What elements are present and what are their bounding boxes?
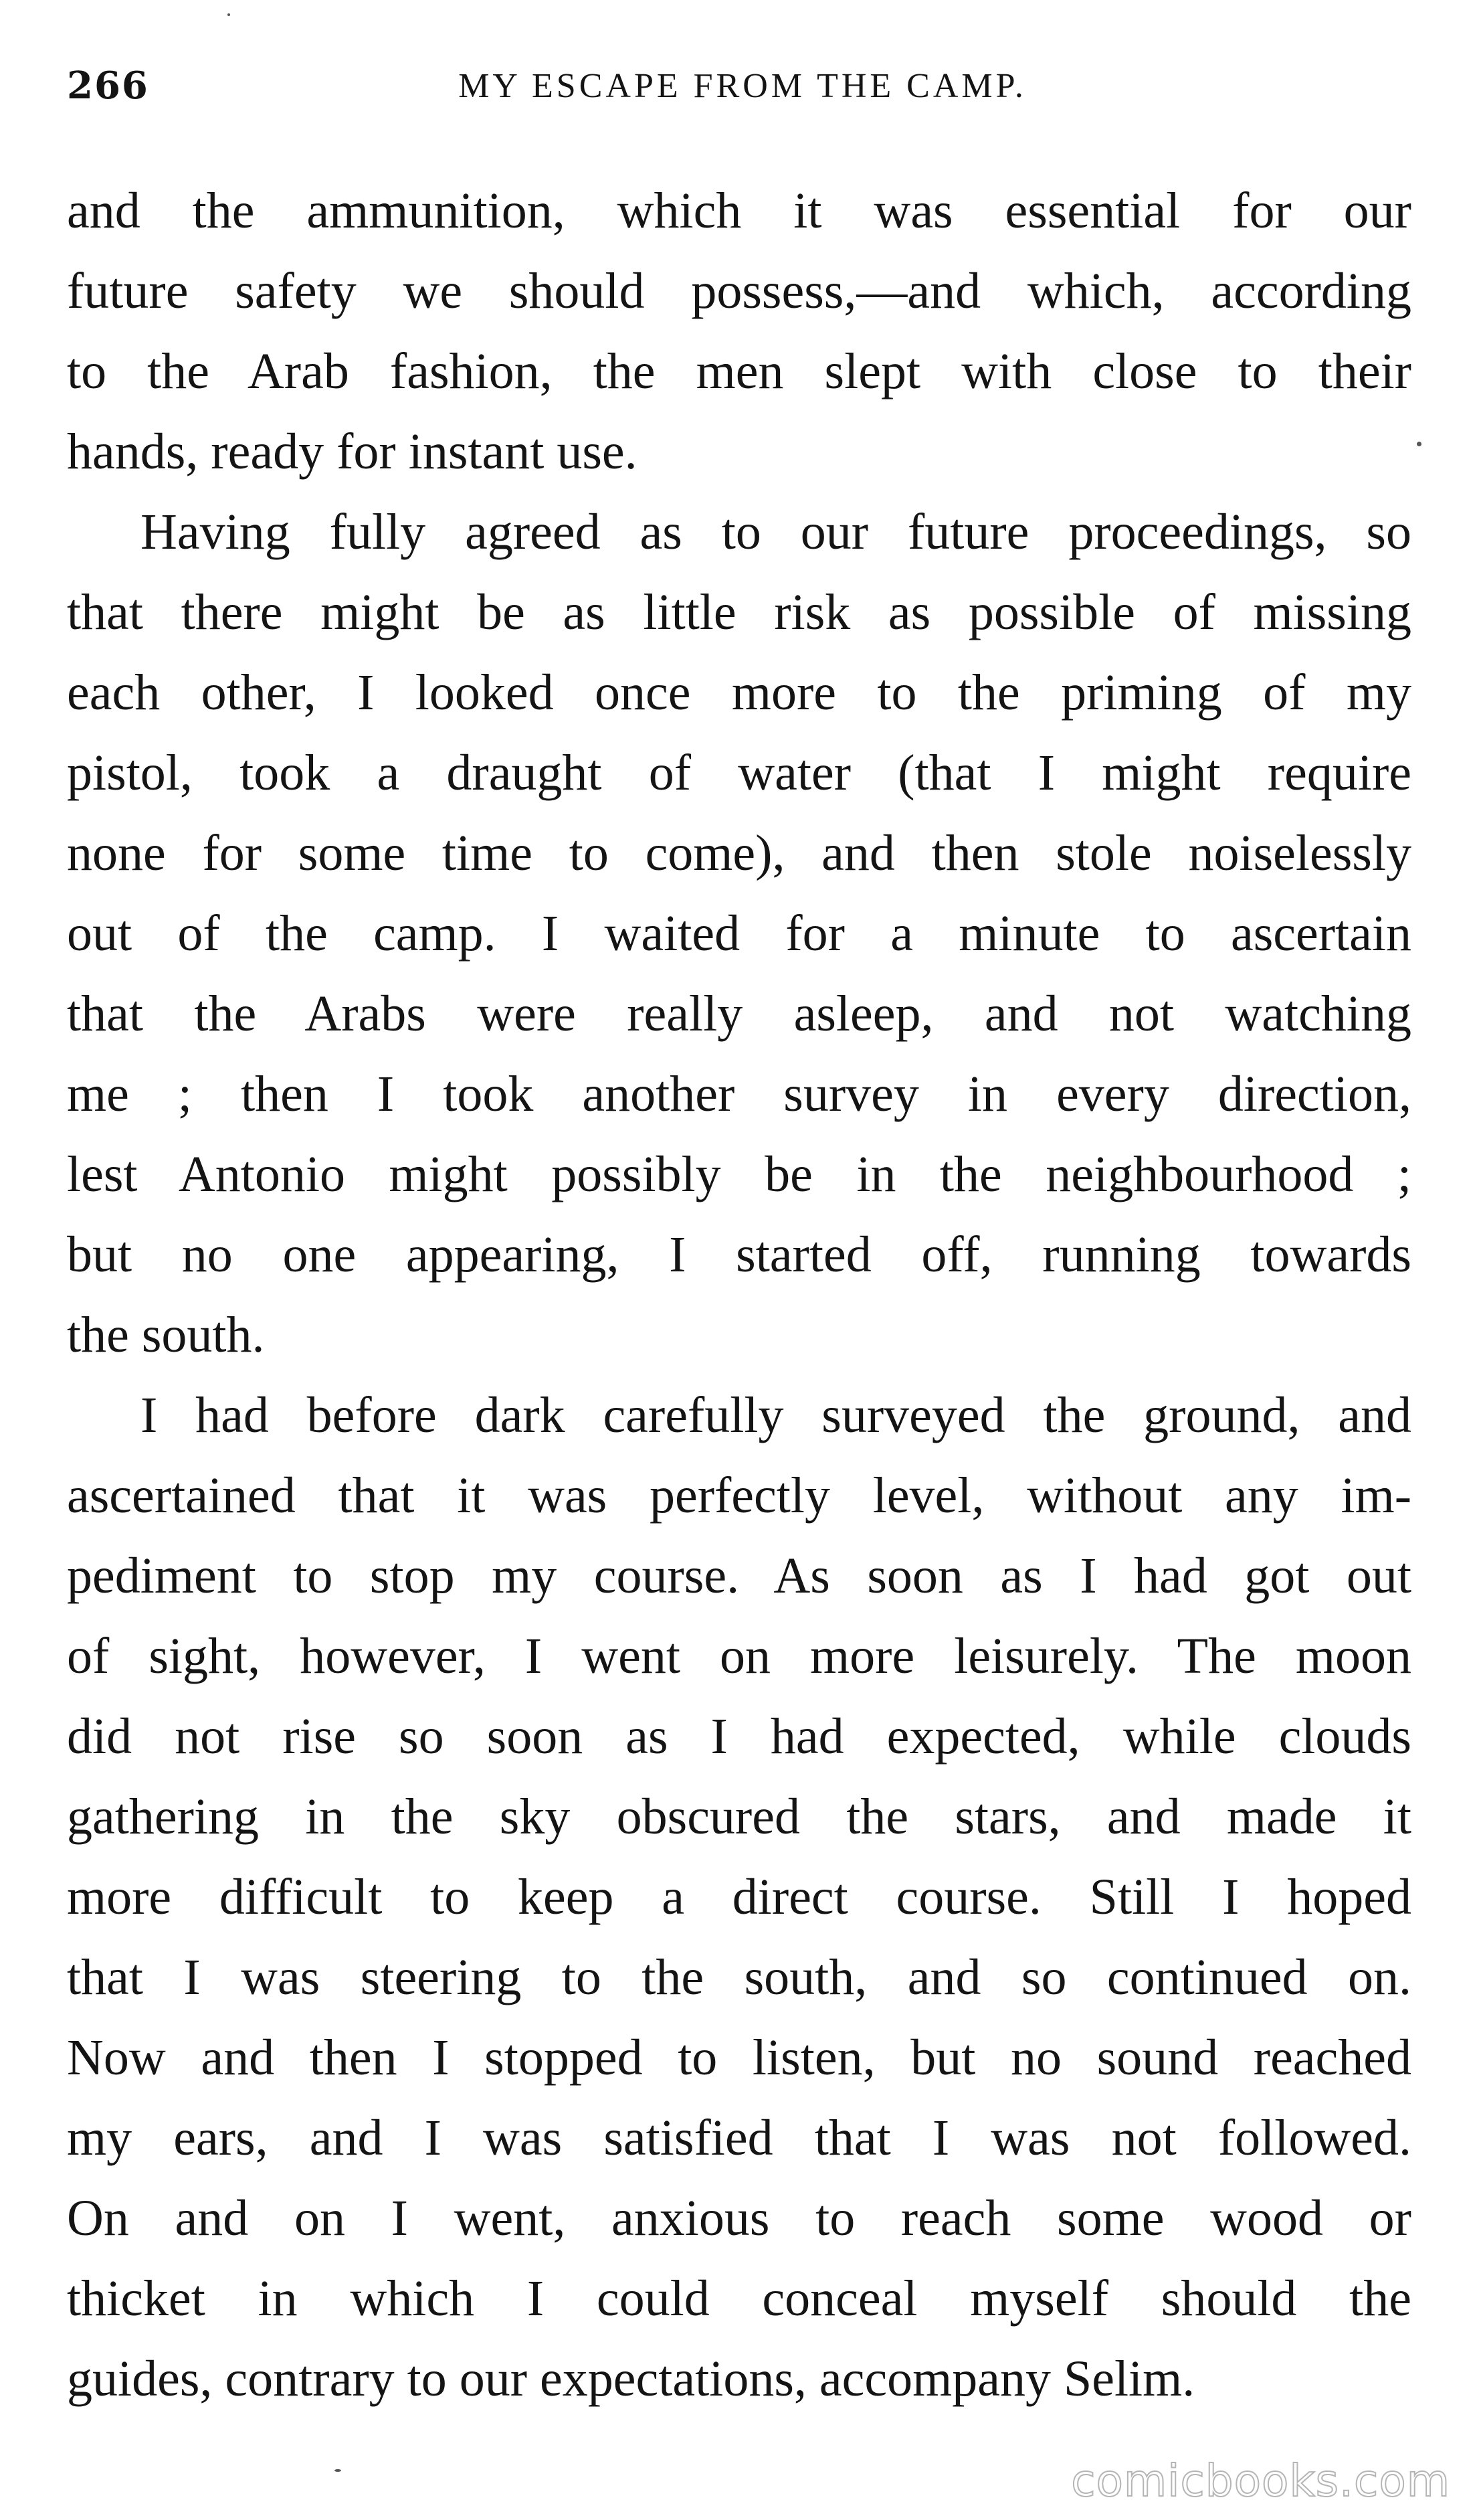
text-line: thicket in which I could conceal myself should the [67, 2270, 1411, 2327]
text-line: ascertained that it was perfectly level, without any im- [67, 1467, 1411, 1524]
text-line: gathering in the sky obscured the stars, and made it [67, 1789, 1411, 1845]
running-head: MY ESCAPE FROM THE CAMP. [458, 67, 1027, 105]
text-line: guides, contrary to our expectations, accompany Selim. [67, 2351, 1195, 2407]
text-line: Now and then I stopped to listen, but no sound reached [67, 2030, 1411, 2086]
text-line: On and on I went, anxious to reach some wood or [67, 2190, 1411, 2246]
text-line: my ears, and I was satisfied that I was not followed. [67, 2110, 1411, 2166]
text-line: me ; then I took another survey in every direction, [67, 1066, 1411, 1122]
text-line: that the Arabs were really asleep, and not watching [67, 986, 1411, 1042]
print-speck [1417, 442, 1421, 446]
text-line: and the ammunition, which it was essential for our [67, 183, 1411, 239]
text-line: to the Arab fashion, the men slept with close to their [67, 343, 1411, 399]
text-line: that I was steering to the south, and so continued on. [67, 1949, 1411, 2005]
paragraph [67, 171, 1411, 492]
text-line: did not rise so soon as I had expected, while clouds [67, 1708, 1411, 1765]
text-line: of sight, however, I went on more leisurely. The moon [67, 1628, 1411, 1684]
print-speck [227, 13, 230, 16]
text-line: I had before dark carefully surveyed the ground, and [140, 1387, 1411, 1443]
text-line: more difficult to keep a direct course. Still I hoped [67, 1869, 1411, 1925]
text-line: pistol, took a draught of water (that I might require [67, 745, 1411, 801]
text-line: but no one appearing, I started off, running towards [67, 1227, 1411, 1283]
page-header [67, 64, 1418, 117]
body-text [67, 171, 1411, 2419]
print-speck [334, 2469, 341, 2472]
watermark: comicbooks.com [1071, 2455, 1450, 2507]
text-line: Having fully agreed as to our future proceedings, so [140, 504, 1411, 560]
text-line: future safety we should possess,—and which, according [67, 263, 1411, 319]
text-line: each other, I looked once more to the priming of my [67, 664, 1411, 721]
text-line: out of the camp. I waited for a minute to ascertain [67, 905, 1411, 962]
text-line: pediment to stop my course. As soon as I had got out [67, 1548, 1411, 1604]
text-line: none for some time to come), and then stole noiselessly [67, 825, 1411, 881]
paragraph [67, 1375, 1411, 2419]
paragraph [67, 492, 1411, 1375]
text-line: lest Antonio might possibly be in the neighbourhood ; [67, 1146, 1411, 1202]
text-line: the south. [67, 1307, 265, 1363]
page-number: 266 [67, 64, 149, 108]
text-line: hands, ready for instant use. [67, 424, 637, 480]
text-line: that there might be as little risk as possible of missing [67, 584, 1411, 640]
